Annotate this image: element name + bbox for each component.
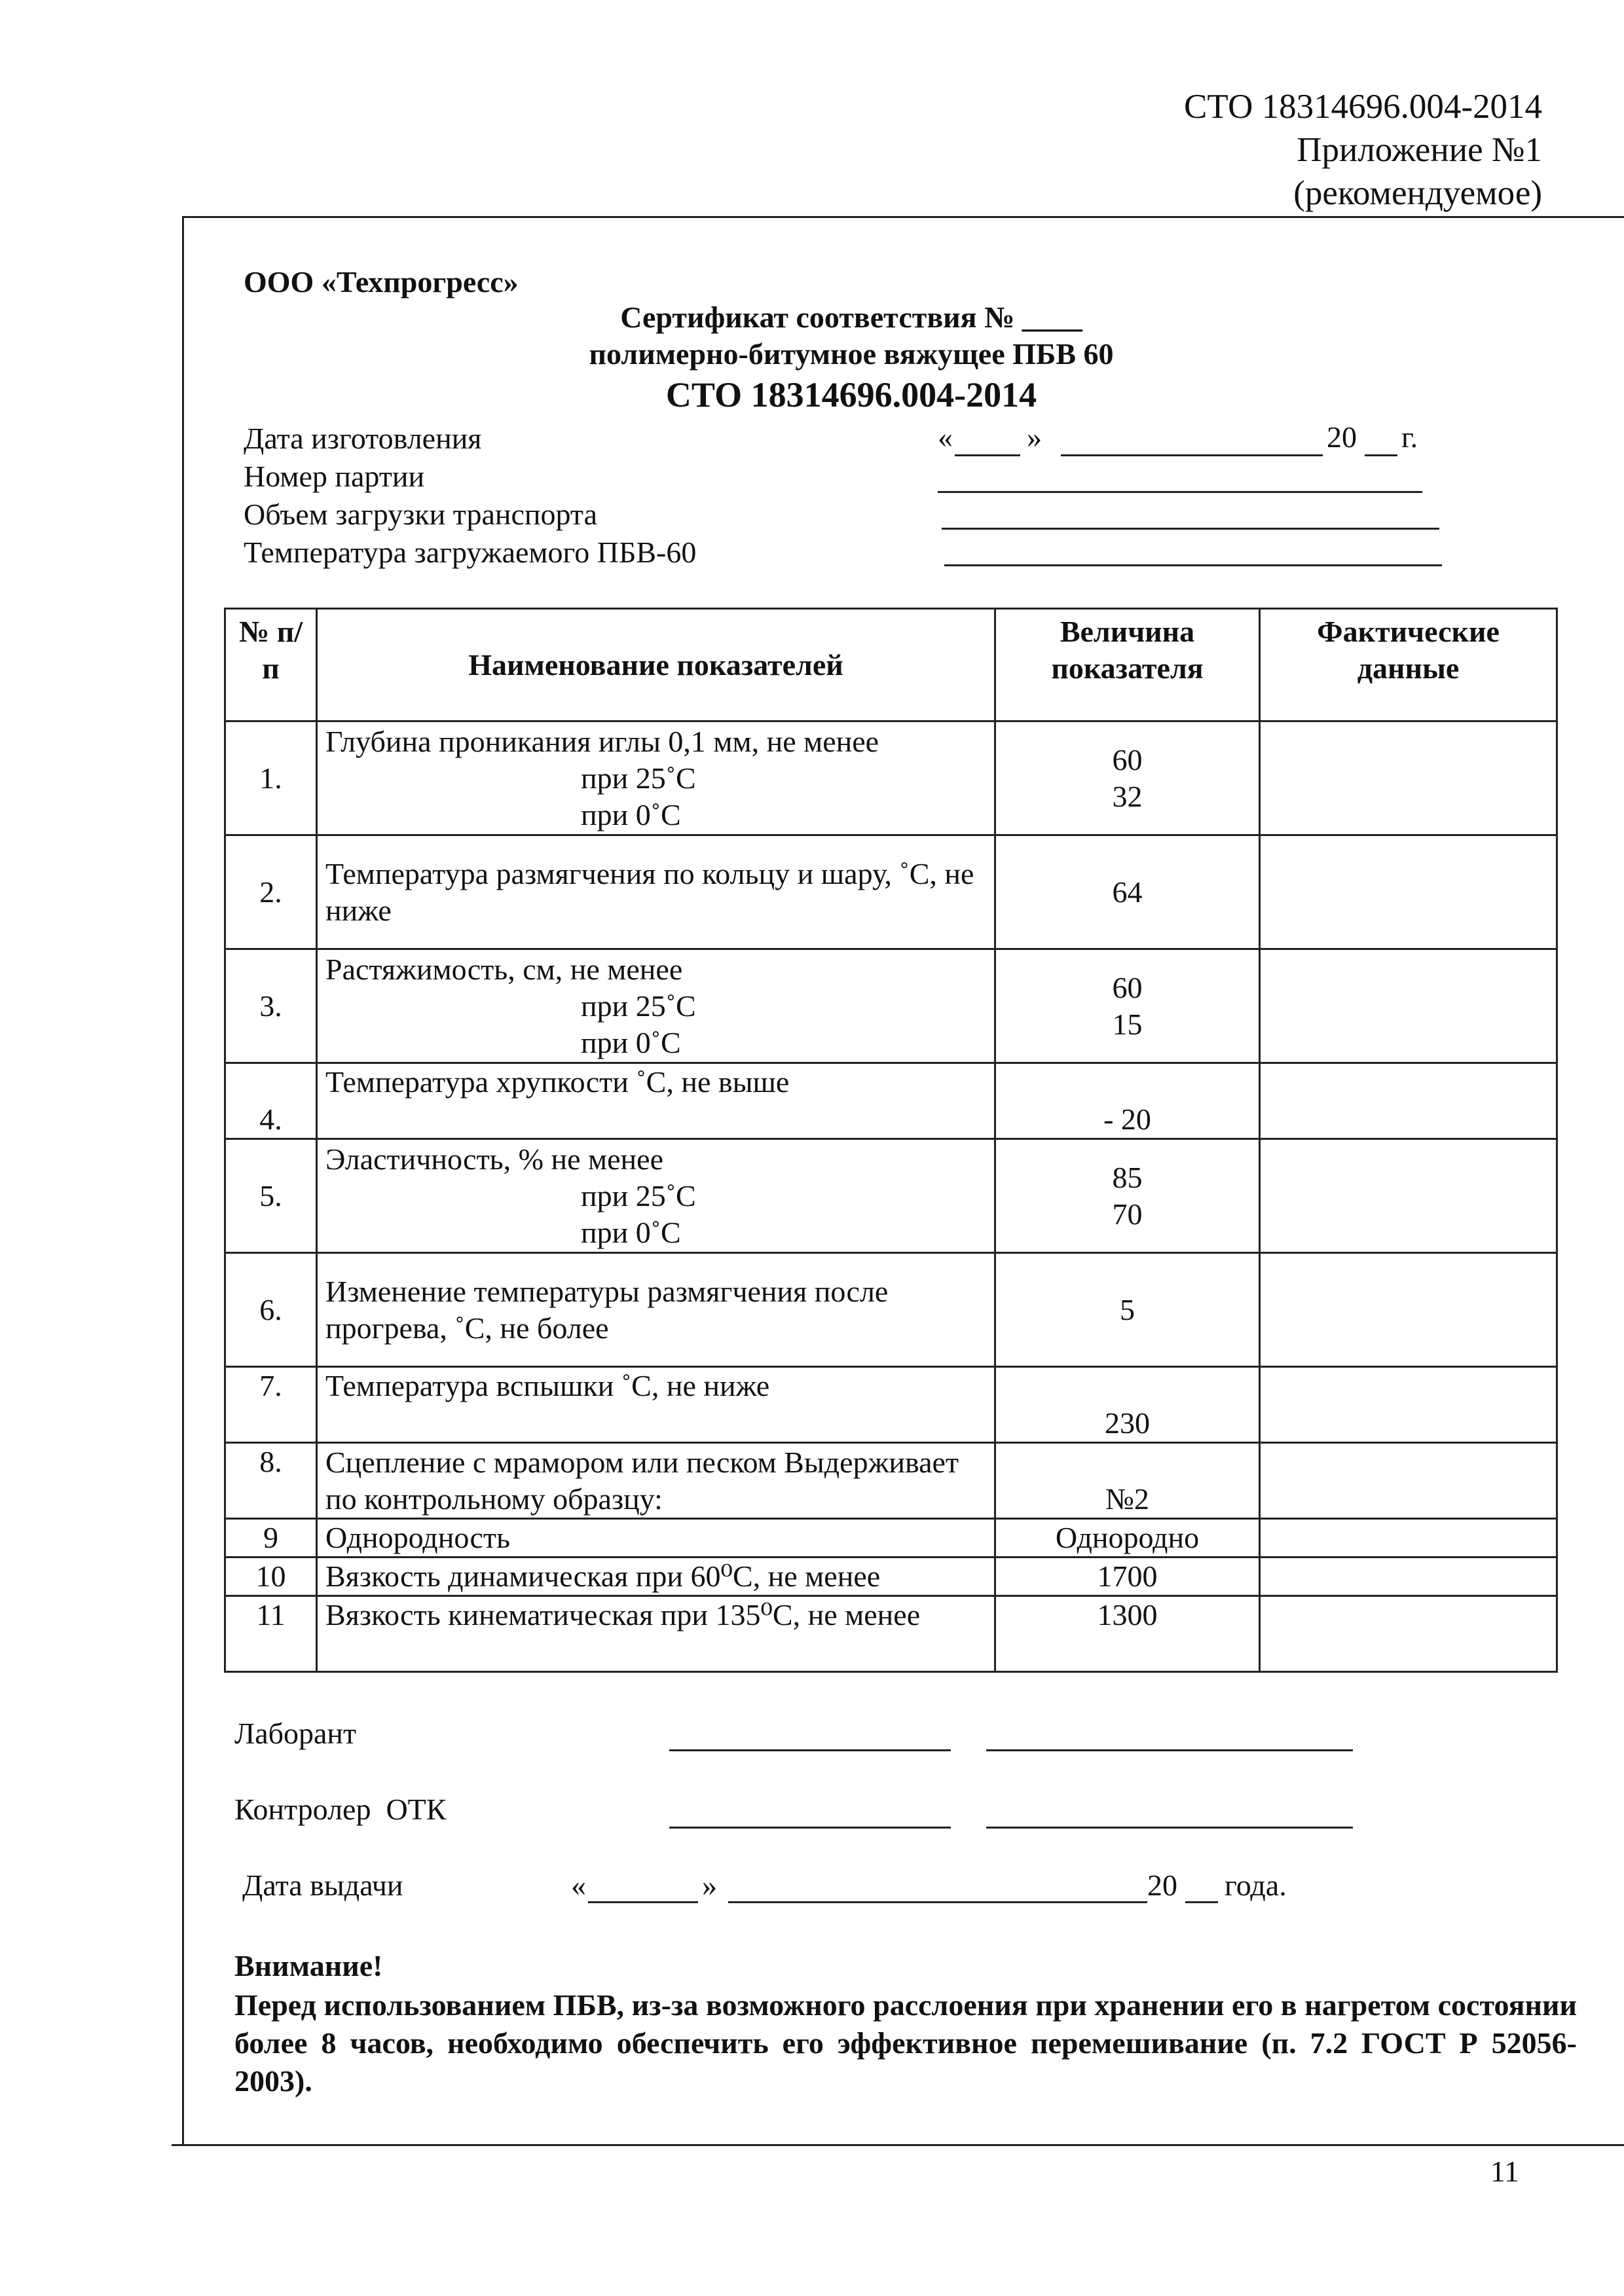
- row-num: 10: [225, 1558, 317, 1596]
- row-num: 7.: [225, 1367, 317, 1443]
- row-value-line: 15: [1112, 1007, 1143, 1041]
- row-value-line: 60: [1112, 742, 1143, 776]
- table-row: [225, 1558, 1557, 1596]
- row-actual-cell[interactable]: [1260, 1443, 1557, 1519]
- row-name: Изменение температуры размягчения после прогрева, ˚С, не более: [317, 1253, 995, 1367]
- row-value: - 20: [995, 1063, 1260, 1139]
- row-name: [317, 721, 995, 835]
- issue-month-blank[interactable]: [728, 1901, 1147, 1903]
- row-num: 6.: [225, 1253, 317, 1367]
- warning-title: Внимание!: [234, 1949, 383, 1982]
- row-name-text: Эластичность, % не менее: [325, 1142, 663, 1176]
- row-num: 5.: [225, 1139, 317, 1253]
- load-temperature-label: Температура загружаемого ПБВ-60: [244, 536, 697, 569]
- date-year-blank[interactable]: [1365, 454, 1397, 456]
- issue-year-blank[interactable]: [1185, 1901, 1218, 1903]
- row-sub: при 0˚С: [581, 1025, 681, 1059]
- issue-open-quote: «: [571, 1868, 586, 1902]
- otk-signature-blank[interactable]: [669, 1827, 951, 1829]
- otk-controller-label: Контролер ОТК: [234, 1793, 447, 1826]
- row-value: 5: [995, 1253, 1260, 1367]
- certificate-standard: СТО 18314696.004-2014: [665, 375, 1037, 414]
- table-row: [225, 1367, 1557, 1443]
- load-temperature-blank[interactable]: [944, 564, 1442, 566]
- row-name: Вязкость кинематическая при 135⁰С, не менее: [317, 1596, 995, 1672]
- issue-date-label: Дата выдачи: [242, 1868, 403, 1902]
- date-day-blank[interactable]: [955, 454, 1020, 456]
- row-value: [995, 949, 1260, 1063]
- row-num: 1.: [225, 721, 317, 835]
- row-sub: при 25˚С: [581, 761, 696, 795]
- row-value: 1700: [995, 1558, 1260, 1596]
- manufacture-date-label: Дата изготовления: [244, 422, 482, 455]
- specification-table: [224, 608, 1558, 1673]
- table-header-row: [225, 609, 1557, 721]
- frame-bottom-line: [172, 2144, 1624, 2146]
- load-volume-blank[interactable]: [942, 528, 1439, 530]
- row-actual-cell[interactable]: [1260, 1063, 1557, 1139]
- header-value: Величина показателя: [995, 609, 1260, 721]
- row-actual-cell[interactable]: [1260, 1519, 1557, 1558]
- page-number: 11: [1490, 2155, 1519, 2188]
- row-actual-cell[interactable]: [1260, 949, 1557, 1063]
- date-close-quote: »: [1027, 420, 1042, 454]
- otk-name-blank[interactable]: [986, 1827, 1353, 1829]
- issue-year-suffix: года.: [1225, 1868, 1287, 1902]
- row-num: 2.: [225, 835, 317, 949]
- row-value: [995, 721, 1260, 835]
- appendix-status: (рекомендуемое): [1293, 174, 1542, 212]
- warning-text: Перед использованием ПБВ, из-за возможного расслоения при хранении его в нагретом состоянии более 8 часов, необходимо обеспечить его эффективное перемешивание (п. 7.2 ГОСТ Р 52056-2003).: [234, 1988, 1577, 2098]
- table-row: [225, 1139, 1557, 1253]
- row-name-text: Растяжимость, см, не менее: [325, 952, 683, 986]
- row-actual-cell[interactable]: [1260, 1558, 1557, 1596]
- row-value: 64: [995, 835, 1260, 949]
- table-row: [225, 1596, 1557, 1672]
- header-name: Наименование показателей: [317, 609, 995, 721]
- load-volume-label: Объем загрузки транспорта: [244, 498, 597, 531]
- row-actual-cell[interactable]: [1260, 1253, 1557, 1367]
- frame-top-line: [182, 216, 1624, 218]
- row-num: 3.: [225, 949, 317, 1063]
- row-name: Однородность: [317, 1519, 995, 1558]
- row-sub: при 25˚С: [581, 1178, 696, 1212]
- row-num: 4.: [225, 1063, 317, 1139]
- header-actual: Фактические данные: [1260, 609, 1557, 721]
- table-row: [225, 835, 1557, 949]
- row-sub: при 0˚С: [581, 1215, 681, 1249]
- issue-day-blank[interactable]: [588, 1901, 698, 1903]
- batch-number-blank[interactable]: [938, 491, 1422, 493]
- table-row: [225, 1063, 1557, 1139]
- company-name: ООО «Техпрогресс»: [244, 265, 519, 299]
- date-year-prefix: 20: [1327, 420, 1357, 454]
- date-open-quote: «: [938, 420, 953, 454]
- row-name: [317, 1139, 995, 1253]
- row-num: 11: [225, 1596, 317, 1672]
- row-actual-cell[interactable]: [1260, 835, 1557, 949]
- date-month-blank[interactable]: [1061, 454, 1323, 456]
- row-actual-cell[interactable]: [1260, 1596, 1557, 1672]
- row-name: Вязкость динамическая при 60⁰С, не менее: [317, 1558, 995, 1596]
- row-actual-cell[interactable]: [1260, 721, 1557, 835]
- appendix-label: Приложение №1: [1297, 131, 1542, 169]
- header-num: № п/п: [225, 609, 317, 721]
- row-name: Сцепление с мрамором или песком Выдерживает по контрольному образцу:: [317, 1443, 995, 1519]
- row-name: Температура вспышки ˚С, не ниже: [317, 1367, 995, 1443]
- lab-name-blank[interactable]: [986, 1749, 1353, 1751]
- row-value: 1300: [995, 1596, 1260, 1672]
- product-name: полимерно-битумное вяжущее ПБВ 60: [589, 337, 1114, 371]
- row-value-line: 32: [1112, 779, 1143, 813]
- row-actual-cell[interactable]: [1260, 1367, 1557, 1443]
- row-sub: при 25˚С: [581, 989, 696, 1023]
- row-value: [995, 1139, 1260, 1253]
- row-value-line: 70: [1112, 1197, 1143, 1231]
- table-row: [225, 1253, 1557, 1367]
- row-sub: при 0˚С: [581, 797, 681, 831]
- issue-close-quote: »: [702, 1868, 717, 1902]
- date-year-suffix: г.: [1401, 420, 1418, 454]
- batch-number-label: Номер партии: [244, 460, 425, 493]
- row-value: Однородно: [995, 1519, 1260, 1558]
- table-row: [225, 1443, 1557, 1519]
- row-name: [317, 949, 995, 1063]
- row-value: 230: [995, 1367, 1260, 1443]
- frame-left-line: [182, 216, 184, 2144]
- row-value: №2: [995, 1443, 1260, 1519]
- issue-year-prefix: 20: [1147, 1868, 1177, 1902]
- lab-signature-blank[interactable]: [669, 1749, 951, 1751]
- lab-assistant-label: Лаборант: [234, 1717, 357, 1750]
- row-value-line: 85: [1112, 1160, 1143, 1194]
- table-row: [225, 1519, 1557, 1558]
- certificate-title: Сертификат соответствия № ____: [620, 301, 1082, 334]
- table-row: [225, 949, 1557, 1063]
- table-row: [225, 721, 1557, 835]
- row-value-line: 60: [1112, 970, 1143, 1004]
- row-name: Температура хрупкости ˚С, не выше: [317, 1063, 995, 1139]
- row-num: 8.: [225, 1443, 317, 1519]
- document-code: СТО 18314696.004-2014: [1184, 88, 1542, 126]
- row-name: Температура размягчения по кольцу и шару, ˚С, не ниже: [317, 835, 995, 949]
- row-num: 9: [225, 1519, 317, 1558]
- row-name-text: Глубина проникания иглы 0,1 мм, не менее: [325, 724, 879, 758]
- row-actual-cell[interactable]: [1260, 1139, 1557, 1253]
